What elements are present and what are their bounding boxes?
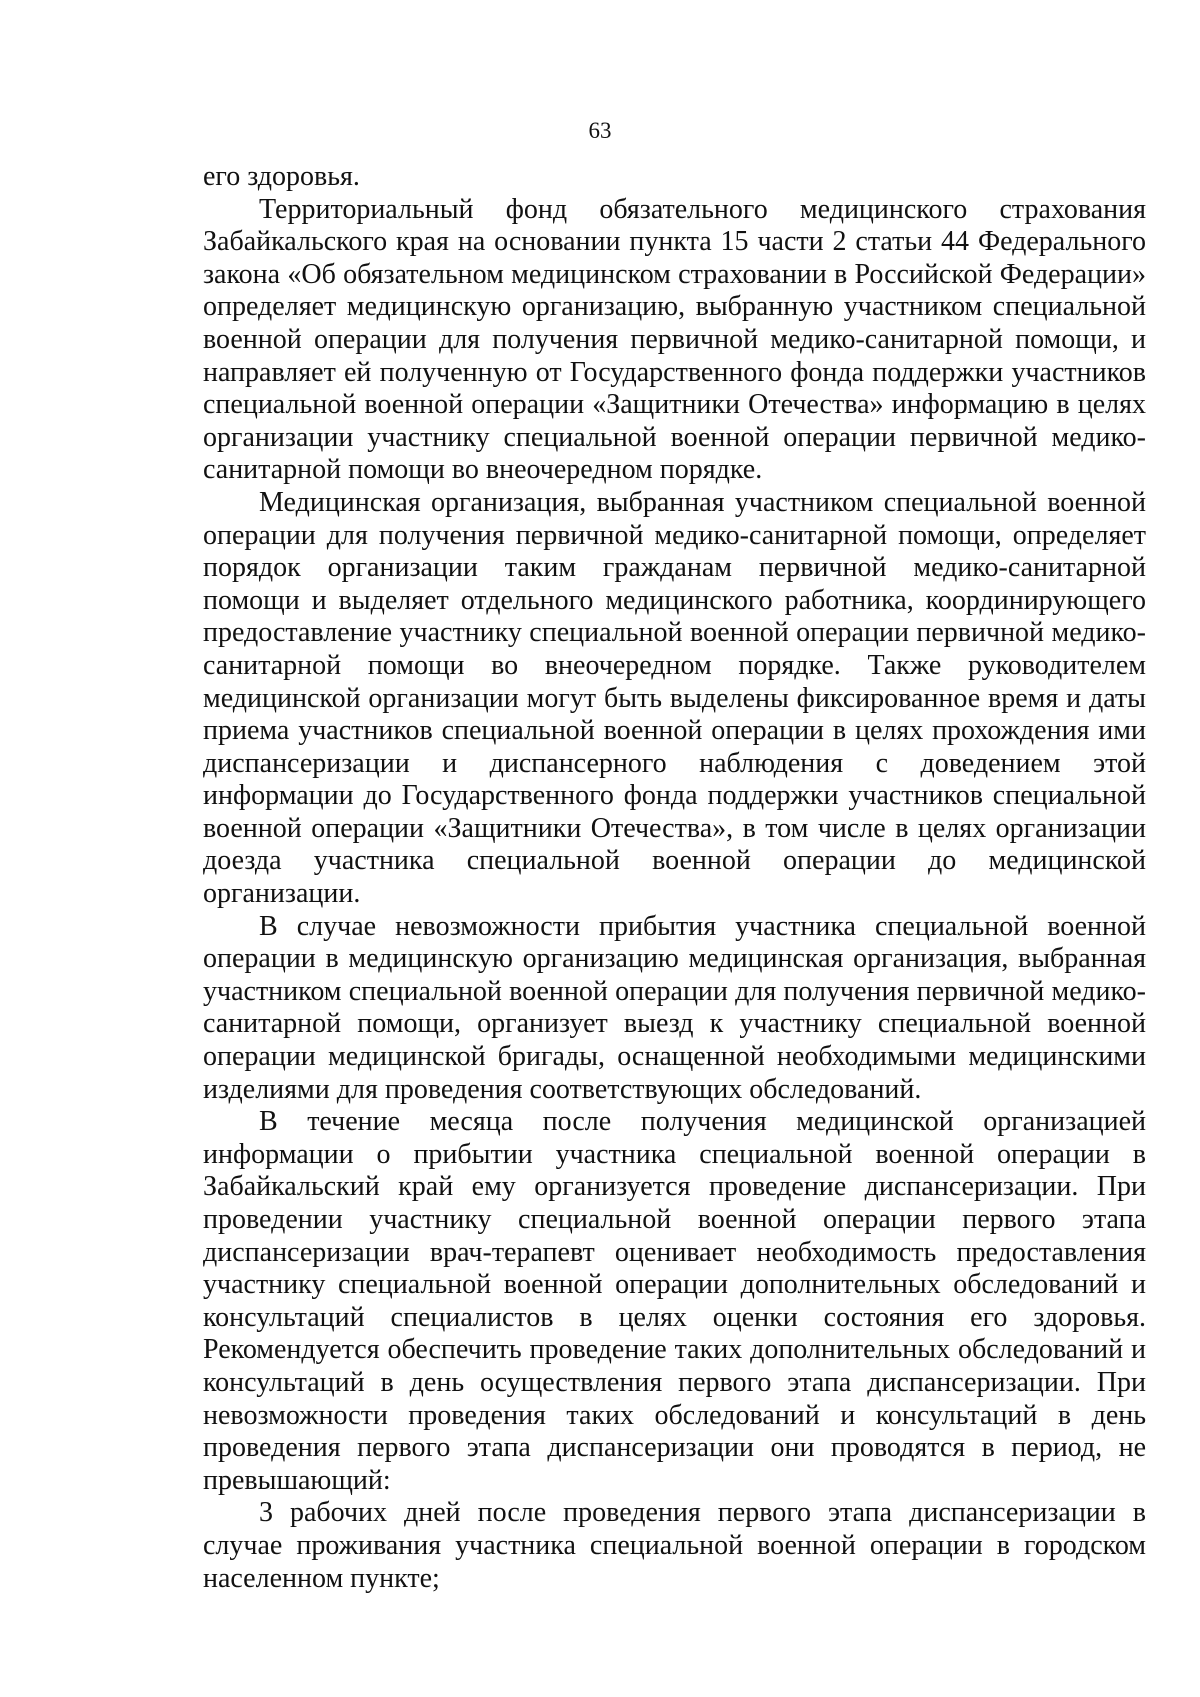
- document-body: [203, 161, 1146, 1595]
- page-number: 63: [588, 118, 612, 143]
- paragraph-medical-organization: Медицинская организация, выбранная участником специальной военной операции для получения первичной медико-санитарной помощи, определяет порядок организации таким гражданам первичной медико-санитарной помощи и выделяет отдельного медицинского работника, координирующего предоставление участнику специальной военной операции первичной медико-санитарной помощи во внеочередном порядке. Также руководителем медицинской организации могут быть выделены фиксированное время и даты приема участников специальной военной операции в целях прохождения ими диспансеризации и диспансерного наблюдения с доведением этой информации до Государственного фонда поддержки участников специальной военной операции «Защитники Отечества», в том числе в целях организации доезда участника специальной военной операции до медицинской организации.: [203, 486, 1146, 910]
- paragraph-mobile-team: В случае невозможности прибытия участника специальной военной операции в медицинскую организацию медицинская организация, выбранная участником специальной военной операции для получения первичной медико-санитарной помощи, организует выезд к участнику специальной военной операции медицинской бригады, оснащенной необходимыми медицинскими изделиями для проведения соответствующих обследований.: [203, 910, 1146, 1105]
- paragraph-continuation: его здоровья.: [203, 161, 360, 192]
- paragraph-deadline-urban: 3 рабочих дней после проведения первого этапа диспансеризации в случае проживания участника специальной военной операции в городском населенном пункте;: [203, 1497, 1146, 1594]
- paragraph-dispensarization: В течение месяца после получения медицинской организацией информации о прибытии участника специальной военной операции в Забайкальский край ему организуется проведение диспансеризации. При проведении участнику специальной военной операции первого этапа диспансеризации врач-терапевт оценивает необходимость предоставления участнику специальной военной операции дополнительных обследований и консультаций специалистов в целях оценки состояния его здоровья. Рекомендуется обеспечить проведение таких дополнительных обследований и консультаций в день осуществления первого этапа диспансеризации. При невозможности проведения таких обследований и консультаций в день проведения первого этапа диспансеризации они проводятся в период, не превышающий:: [203, 1106, 1146, 1496]
- paragraph-tfoms-notification: Территориальный фонд обязательного медицинского страхования Забайкальского края на основании пункта 15 части 2 статьи 44 Федерального закона «Об обязательном медицинском страховании в Российской Федерации» определяет медицинскую организацию, выбранную участником специальной военной операции для получения первичной медико-санитарной помощи, и направляет ей полученную от Государственного фонда поддержки участников специальной военной операции «Защитники Отечества» информацию в целях организации участнику специальной военной операции первичной медико-санитарной помощи во внеочередном порядке.: [203, 193, 1146, 486]
